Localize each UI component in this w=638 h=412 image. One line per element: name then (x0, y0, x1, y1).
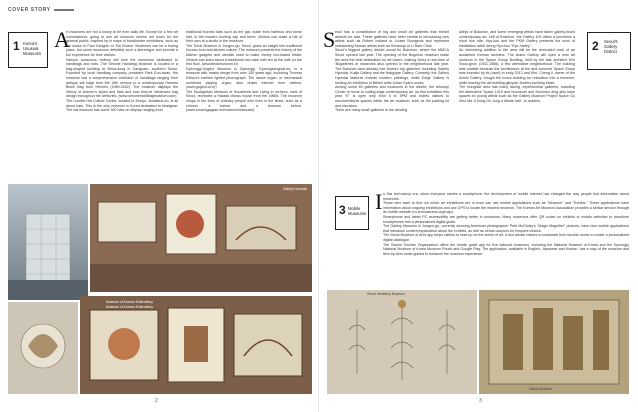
sidebox-label-1: Mobile (348, 206, 361, 211)
sidebox-label-1: Seoul's (604, 39, 618, 44)
sidebox-label-2: Gallery (604, 44, 618, 49)
sidebox-mobile-museums (335, 196, 369, 230)
photo-sahra-museum (479, 290, 629, 394)
sidebox-unusual-museums (8, 32, 48, 68)
article1-col1: rt museums are not a luxury to be from daily life. Except for a few art connoisseurs, going to see art museum seems not much for the general public, inspired by in ways of blockbuster exhibitions, such as the works of Paul Gauguin or Tim Burton. Museums can be a boring place, but some museums definitely such a stereotype and provide a fun experience for their visitors. Various conscious visitors will love the museums dedicated to handbags and hats. The Simone Handbag Museum is located in a bag-shaped building at Sinsa-dong in Gangnam, southern Seoul. Founded by local handbag company president Park Eun-kwan, the museum has a comprehensive collection of handbags ranging from antique silk bags from the 16th century to a contemporary Hermes Birkin Bag from Hermes (1989-2002). The museum displays the history of women's styles and fads and how they've influenced bag design throughout the centuries. (www.simonehandbagmuseum.com) The Lucette Hat Culture Center, located in Jeonju, Jeollabuk-do, is all about hats. This is the only museum in Korea dedicated to headgear. The hat museum has some 300 hats on display ranging from (66, 30, 178, 113)
caption-left-a: Museum of Korean Embroidery (106, 300, 153, 304)
article2-col1: eoul has a constellation of big and small art galleries that exhibit artwork for sale. These galleries have been central to introducing new artists such as Robert Indiana or Louise Bourgeois and represent outstanding Korean artists such as Kimsooja or U Ram Choe. Seoul's biggest gallery district would be Bukchon, where the MMCA Seoul opened last year. The opening of the Bugchon museum made the area the best destination for art lovers, making Seoul a real view of 'Bugalleries or museums also opened in the neighborhood last year. The Bukchon area already had Korea's top galleries, including Gallery Hyundai, Kukje Gallery and the Hakgojae Gallery. Currently, the Gallery Hyundai features Korean modern paintings, while Kukje Gallery is holding an exhibition of British artist Julian Opie's works. Among some 60 galleries and museums in the district, the Artsonje Center is home to cutting-edge contemporary art. Its first exhibition this year "K" is open only from 6 to 9PM and invites visitors to unconventional spaces within the art museum, such as the parking lot and elevators. There are many small galleries in the winding (335, 30, 449, 113)
article3-col: n this tech-savvy era, when everyone carries a smartphone, the development of mobile internet has changed the way people find information about museums. Those who want to find out which art exhibitions are in town can use mobile applications such as "Museum" and "Exhibis." These applications have information about ongoing exhibitions and use GPS to locate the nearest museum. The Korean Art Museum Association provides a similar service through its mobile website (m.artmuseums.org/map). Smartphone and tablet PC accessibility are getting better in museums. Many museums offer QR codes on exhibits or mobile websites to transform smartphones into a personalized digital guide. The Gallery Museum in Jongno-gu, currently showing American photographer Pete McGinley's "Magic Magnifier" pictures, have nice mobile applications that introduce content explanation about the exhibits, as well as virtual coupons for frequent visitors. The Seoul Museum of Art's app helps visitors to read up on the works of art. A text allows visitors to bookmark their favorite works to create a personalized digital catalogue. The Gwuhe Tourism Organization offers the mobile guide app for five national museums, including the National Museum of Korea and the Gyeongju National Museum of Korea Museum Pouch and Google Play. The application, available in English, Japanese and Korean, has a map of the museum and item-by-item audio guides to enhance the museum experience. (383, 192, 629, 256)
article3-dropcap: I (375, 189, 383, 214)
article1-dropcap: A (54, 27, 70, 52)
embroidery-image-b (80, 296, 312, 394)
photo-embroidery-b (80, 296, 312, 394)
section-tag-text: COVER STORY (8, 7, 51, 13)
article2-dropcap: S (323, 27, 336, 52)
building-image (8, 184, 88, 300)
sidebox-number: 2 (592, 39, 599, 53)
photo-embroidery-a (8, 302, 78, 394)
article1-col2: traditional Korean hats such as the gat, made from bamboo and horse hair, to the modern hunting cap and beret. Visitors can make a hat of their own at a studio in the museum. The Tteok Museum in Jongno-gu, Seoul, gives an insight into traditional Korean food and kitchen culture. The museum presents the history of the kitchen gadgets and utensils used to make chewy rice-based treats. Visitors can learn about a traditional rice cake with ten at the café on the first floor. (www.tteokmuseum.kr) Gyeonggi-Gogeul Museum in Gyeonggi, Gyeongsangbuk-do, is a museum with masks brings from over 100 years ago, including Thomas Edison's earliest lighted phonograph. The dance organ, or mechanical orchestra playing organ, also draws interest from visitors. (www.gogeul.co.kr) The Soubgalsan Museum of Household and Living in Incheon, west of Seoul, recreates a Hakata chorus house from the 1960s. The museum chops in the lives of ordinary people who lived in the times, such as a rollover, a barber and a tearoom before. (www.soubmgagsan.kr/museum/toilsouse/) (186, 30, 302, 113)
photo-gallery-hyundai (90, 184, 312, 292)
article2-col2: alleys of Bukchon, and some emerging artists have taken gallery-fused contemporary art. Left of Bukchon, the Gallery 103 offers a lunchtime a short bus ride. Hyo-kou and the PKM Gallery presents the work of installation artist Jeong Hyo-kou "Eye-hadey" An interesting addition to the area will be the renovated work of an acclaimed Korean architect. The Arario Gallery will open a new art museum in the Space Group Building, built by the late architect Kim Swoo-geun (1931-1986), a few alternative neighborhood. The building was notable because the architecture at the and concrete Space Group was founded by its (used) in early 2013 and Kim. Cheng-il, owner of the Arario Gallery, bought the iconic building for relocation into a museum, while leaving the old building glimpse Jewelry building intact. The Hongdae area has many daring, experimental galleries, including the alternative Space 1019 and Noonsore and Noonsen ding also have spaces for young artists such as the Gallery Museum Project Space Gu Seul Ma Ji Dong Gu Jung a tribute half - to readers. (459, 30, 575, 103)
photo-jewellery-museum (327, 290, 477, 394)
sidebox-number: 1 (13, 39, 20, 53)
caption-right-b: Sahra Museum (529, 387, 552, 391)
gallery-image (90, 184, 312, 292)
photo-handbag-museum (8, 184, 88, 300)
embroidery-image-a (8, 302, 78, 394)
sidebox-number: 3 (339, 203, 346, 217)
sidebox-label-1: Korea's (23, 41, 38, 46)
sidebox-label-2: Museums (348, 211, 367, 216)
sidebox-label-3: Museums (23, 51, 42, 56)
jewellery-image (327, 290, 477, 394)
section-tag-bar (54, 9, 74, 11)
sidebox-gallery-district (587, 32, 631, 70)
sahra-image (479, 290, 629, 394)
caption-left-b: Museum of Korean Embroidery (106, 305, 153, 309)
caption-right-a: World Jewellery Museum (367, 292, 405, 296)
right-page (319, 0, 638, 412)
page-number-left: 2 (155, 398, 158, 404)
page-number-right: 3 (479, 398, 482, 404)
section-tag (8, 7, 74, 13)
sidebox-label-2: Unusual (23, 46, 39, 51)
sidebox-label-3: District (604, 49, 617, 54)
caption-left-top: Gallery Hyundai (282, 187, 307, 191)
